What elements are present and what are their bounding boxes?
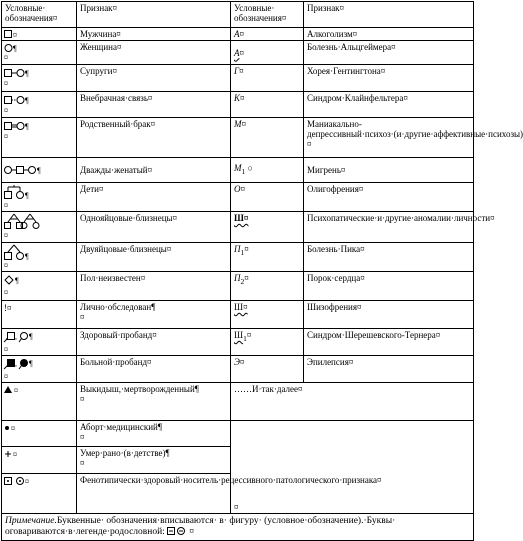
sign-abortion-cell bbox=[77, 421, 231, 447]
pilcrow-mark: ¤ bbox=[80, 458, 85, 468]
sign-miscarriage: Выкидыш,·мертворожденный¶ bbox=[80, 384, 199, 394]
svg-text:¤: ¤ bbox=[13, 450, 17, 459]
filled-triangle-icon bbox=[4, 385, 24, 395]
table-row bbox=[2, 383, 474, 421]
svg-text:,: , bbox=[15, 332, 17, 341]
header-symbols-left: Условные· обозначения¤ bbox=[2, 2, 77, 28]
table-row bbox=[2, 474, 474, 514]
subscript-1: 1 bbox=[243, 333, 247, 343]
table-row bbox=[2, 158, 474, 183]
spouses-symbol-cell bbox=[2, 65, 77, 92]
svg-text:¶: ¶ bbox=[29, 332, 33, 341]
disease-oligophrenia: Олигофрения¤ bbox=[304, 183, 474, 212]
spouses-icon bbox=[4, 67, 34, 87]
code-huntington: Г¤ bbox=[231, 65, 304, 92]
miscarriage-symbol-cell bbox=[2, 383, 77, 421]
consanguineous-marriage-icon bbox=[4, 120, 34, 142]
sign-female: Женщина¤ bbox=[77, 41, 231, 65]
svg-text:¤: ¤ bbox=[4, 231, 8, 240]
fraternal-twins-icon bbox=[4, 245, 34, 269]
sign-extramarital: Внебрачная·связь¤ bbox=[77, 92, 231, 118]
note-label: Примечание. bbox=[5, 516, 57, 526]
header-row bbox=[2, 2, 474, 28]
disease-huntington: Хорея·Гентингтона¤ bbox=[304, 65, 474, 92]
note-cell bbox=[2, 514, 474, 541]
children-icon bbox=[4, 185, 34, 209]
note-row bbox=[2, 514, 474, 541]
male-symbol-cell bbox=[2, 28, 77, 41]
svg-text:¤: ¤ bbox=[13, 30, 17, 40]
subscript-1: 1 bbox=[241, 166, 246, 176]
sex-unknown-symbol-cell bbox=[2, 272, 77, 301]
table-row bbox=[2, 272, 474, 301]
sign-carrier: Фенотипически·здоровый·носитель·рецессивного·патологического·признака¤ bbox=[77, 474, 231, 514]
svg-text:¤: ¤ bbox=[4, 372, 8, 381]
pilcrow-mark: ¤ bbox=[80, 394, 85, 404]
svg-text:¤: ¤ bbox=[4, 79, 8, 88]
disease-alzheimer: Болезнь·Альцгеймера¤ bbox=[304, 41, 474, 65]
sign-spouses: Супруги¤ bbox=[77, 65, 231, 92]
diamond-icon bbox=[4, 274, 34, 298]
extramarital-symbol-cell bbox=[2, 92, 77, 118]
children-symbol-cell bbox=[2, 183, 77, 212]
svg-text:¤: ¤ bbox=[11, 424, 15, 433]
disease-klinefelter: Синдром·Клайнфельтера¤ bbox=[304, 92, 474, 118]
code-heart-cell bbox=[231, 272, 304, 301]
twice-married-icon bbox=[4, 165, 44, 175]
pilcrow-mark: ¤ bbox=[239, 47, 244, 58]
svg-text:¤: ¤ bbox=[25, 477, 29, 486]
disease-migraine: Мигрень¤ bbox=[304, 158, 474, 183]
svg-text:¤: ¤ bbox=[4, 345, 8, 354]
exclamation-icon: !¤ bbox=[4, 303, 12, 313]
table-row bbox=[2, 212, 474, 243]
sign-affected-proband: Больной·пробанд¤ bbox=[77, 356, 231, 383]
table-row bbox=[2, 421, 474, 447]
pilcrow-mark: ¤ bbox=[234, 502, 239, 512]
abortion-symbol-cell bbox=[2, 421, 77, 447]
sign-children: Дети¤ bbox=[77, 183, 231, 212]
pedigree-legend-table bbox=[1, 1, 523, 541]
sign-died-early: Умер·рано·(в·детстве)¶ bbox=[80, 448, 170, 458]
svg-text:¤: ¤ bbox=[4, 201, 8, 210]
header-sign-right: Признак¤ bbox=[304, 2, 474, 28]
healthy-proband-icon bbox=[4, 331, 40, 353]
disease-pick: Болезнь·Пика¤ bbox=[304, 243, 474, 272]
svg-text:¶: ¶ bbox=[15, 276, 19, 285]
etc-cell bbox=[231, 383, 474, 421]
empty-right-cell bbox=[231, 421, 474, 447]
sign-abortion: Аборт·медицинский¶ bbox=[80, 422, 162, 432]
twice-married-symbol-cell bbox=[2, 158, 77, 183]
sign-fraternal-twins: Двуяйцовые·близнецы¤ bbox=[77, 243, 231, 272]
svg-text:¶: ¶ bbox=[13, 44, 17, 53]
affected-proband-symbol-cell bbox=[2, 356, 77, 383]
code-psychopathy: Ш¤ bbox=[234, 213, 249, 223]
code-alcoholism: А¤ bbox=[231, 28, 304, 41]
etc-text: ……И·так·далее¤ bbox=[234, 384, 303, 394]
sign-sex-unknown: Пол·неизвестен¤ bbox=[77, 272, 231, 301]
code-pick-cell bbox=[231, 243, 304, 272]
pilcrow-mark: ¤ bbox=[246, 330, 252, 340]
svg-text:¤: ¤ bbox=[4, 106, 8, 115]
svg-text:¤: ¤ bbox=[4, 261, 8, 270]
disease-alcoholism: Алкоголизм¤ bbox=[304, 28, 474, 41]
table-row bbox=[2, 447, 474, 474]
healthy-proband-symbol-cell bbox=[2, 329, 77, 356]
svg-text:¶: ¶ bbox=[25, 69, 29, 78]
pilcrow-mark: ¤ bbox=[244, 244, 249, 254]
affected-proband-icon bbox=[4, 358, 40, 380]
svg-text:¶: ¶ bbox=[25, 252, 29, 261]
consanguineous-symbol-cell bbox=[2, 118, 77, 158]
code-migraine: М bbox=[234, 163, 242, 174]
circled-letter-icons bbox=[167, 527, 189, 537]
code-alzheimer: А bbox=[234, 47, 240, 58]
disease-psychopathy: Психопатические·и·другие·аномалии·личности¤ bbox=[304, 212, 474, 243]
svg-text:¤: ¤ bbox=[14, 386, 18, 395]
small-dot-icon bbox=[4, 423, 24, 433]
sign-twice-married: Дважды·женатый¤ bbox=[77, 158, 231, 183]
table-row bbox=[2, 301, 474, 329]
code-schizophrenia: Ш¤ bbox=[234, 302, 248, 312]
note-text: Буквенные· обозначения·вписываются· в· фигуру· (условное·обозначение).·Буквы· оговариваются·в·легенде·родословной: bbox=[5, 516, 396, 537]
sign-examined: Лично·обследован¶ bbox=[80, 302, 156, 312]
subscript-2: 2 bbox=[240, 276, 245, 286]
svg-text:¶: ¶ bbox=[25, 96, 29, 105]
code-turner-cell bbox=[231, 329, 304, 356]
sign-miscarriage-cell bbox=[77, 383, 231, 421]
svg-text:¶: ¶ bbox=[37, 166, 41, 175]
female-circle-icon bbox=[4, 43, 34, 61]
died-early-symbol-cell bbox=[2, 447, 77, 474]
svg-text:,: , bbox=[15, 359, 17, 368]
extramarital-link-icon bbox=[4, 94, 34, 114]
carrier-icons bbox=[4, 476, 40, 486]
code-heart: П bbox=[234, 273, 241, 283]
code-oligophrenia: О¤ bbox=[231, 183, 304, 212]
code-manic: М¤ bbox=[231, 118, 304, 158]
examined-symbol-cell bbox=[2, 301, 77, 329]
table-row bbox=[2, 65, 474, 92]
disease-schizophrenia: Шизофрения¤ bbox=[304, 301, 474, 329]
code-migraine-cell bbox=[231, 158, 304, 183]
table-row bbox=[2, 41, 474, 65]
disease-turner: Синдром·Шерешевского-Тернера¤ bbox=[304, 329, 474, 356]
svg-text:¤: ¤ bbox=[4, 53, 8, 62]
identical-twins-icon bbox=[4, 214, 40, 240]
table-row bbox=[2, 243, 474, 272]
cross-icon bbox=[4, 449, 24, 459]
header-symbols-right: Условные· обозначения¤ bbox=[231, 2, 304, 28]
disease-heart: Порок·сердца¤ bbox=[304, 272, 474, 301]
sign-healthy-proband: Здоровый·пробанд¤ bbox=[77, 329, 231, 356]
sign-died-early-cell bbox=[77, 447, 231, 474]
sign-male: Мужчина¤ bbox=[77, 28, 231, 41]
svg-text:¶: ¶ bbox=[25, 122, 29, 131]
svg-text:¶: ¶ bbox=[25, 191, 29, 200]
circle-icon: ○ bbox=[247, 163, 253, 174]
code-epilepsy: Э¤ bbox=[231, 356, 304, 383]
pilcrow-mark: ¤ bbox=[80, 312, 85, 322]
table-row bbox=[2, 183, 474, 212]
female-symbol-cell bbox=[2, 41, 77, 65]
male-square-icon bbox=[4, 30, 34, 38]
code-turner: Ш bbox=[234, 330, 244, 340]
code-schizophrenia-cell bbox=[231, 301, 304, 329]
table-row bbox=[2, 118, 474, 158]
table-row bbox=[2, 92, 474, 118]
table-row bbox=[2, 28, 474, 41]
header-sign-left: Признак¤ bbox=[77, 2, 231, 28]
disease-epilepsy: Эпилепсия¤ bbox=[304, 356, 474, 383]
code-pick: П bbox=[234, 244, 241, 254]
carrier-symbol-cell bbox=[2, 474, 77, 514]
disease-manic: Маниакально-депрессивный·психоз·(и·другие·аффективные·психозы)¤ bbox=[304, 118, 474, 158]
pilcrow-mark: ¤ bbox=[80, 432, 85, 442]
pilcrow-mark: ¤ bbox=[189, 527, 194, 537]
sign-identical-twins: Однояйцовые·близнецы¤ bbox=[77, 212, 231, 243]
identical-twins-symbol-cell bbox=[2, 212, 77, 243]
sign-examined-cell bbox=[77, 301, 231, 329]
code-psychopathy-cell bbox=[231, 212, 304, 243]
svg-text:¤: ¤ bbox=[4, 132, 8, 141]
table-row bbox=[2, 329, 474, 356]
sign-consanguineous: Родственный·брак¤ bbox=[77, 118, 231, 158]
svg-text:¶: ¶ bbox=[29, 359, 33, 368]
pilcrow-mark: ¤ bbox=[244, 273, 249, 283]
table-row bbox=[2, 356, 474, 383]
code-alzheimer-cell bbox=[231, 41, 304, 65]
svg-text:¤: ¤ bbox=[4, 288, 8, 297]
subscript-1: 1 bbox=[240, 247, 245, 257]
empty-right-cell bbox=[231, 447, 474, 474]
fraternal-twins-symbol-cell bbox=[2, 243, 77, 272]
code-klinefelter: К¤ bbox=[231, 92, 304, 118]
